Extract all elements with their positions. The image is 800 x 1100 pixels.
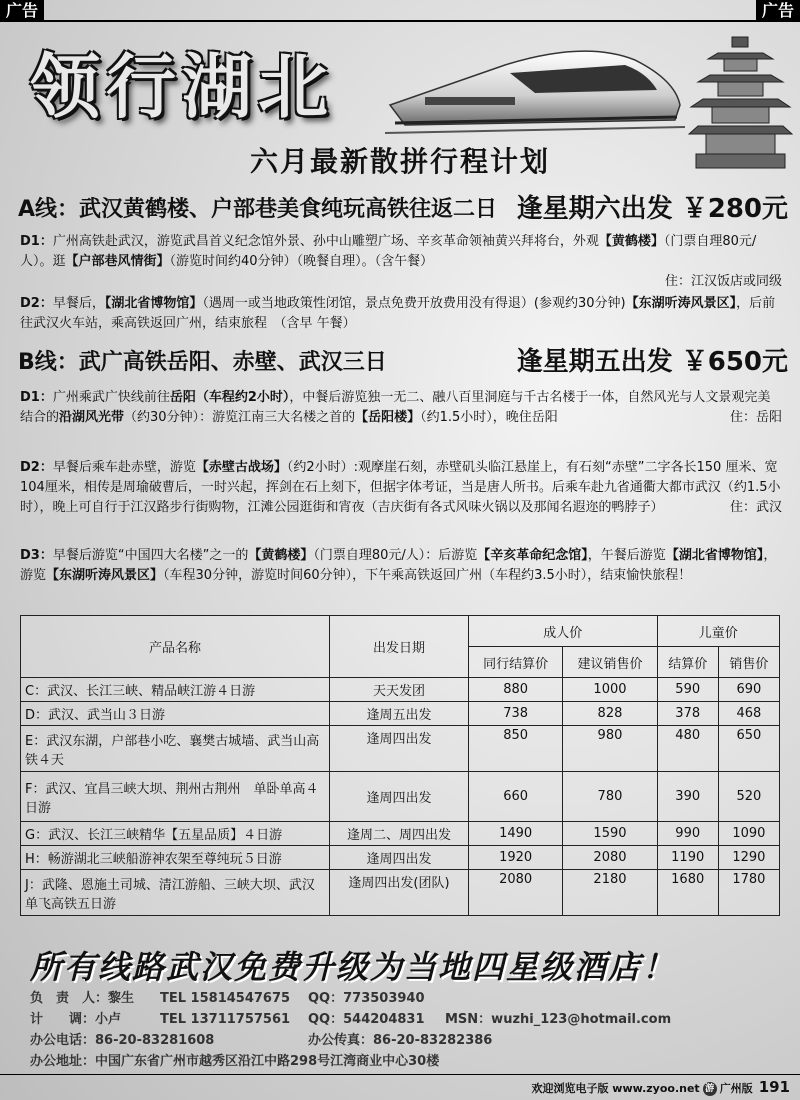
attraction: 【东湖听涛风景区】 [625, 296, 737, 311]
day-text: （门票自理80元/人）。逛 [20, 234, 757, 269]
table-row [21, 702, 780, 726]
cell-child-trade: 1190 [657, 846, 718, 870]
day-text: ，中餐后游览独一无二、融八百里洞庭与千古名楼于一体，自然风光与人文景观完美结合的 [20, 390, 771, 425]
header-child-trade: 结算价 [657, 647, 718, 678]
day-label: D2： [20, 296, 53, 311]
cell-child-retail: 1290 [718, 846, 779, 870]
promo-slogan: 所有线路武汉免费升级为当地四星级酒店！ [30, 948, 677, 986]
cell-adult-retail: 1590 [563, 822, 657, 846]
cell-date: 逢周四出发 [330, 846, 469, 870]
day-text: （约1.5小时），晚住岳阳 [420, 410, 558, 425]
cell-product: H：畅游湖北三峡船游神农架至尊纯玩５日游 [21, 846, 330, 870]
line-a-header [18, 192, 788, 230]
day-text: 早餐后游览“中国四大名楼”之一的 [52, 548, 249, 563]
top-divider [0, 20, 800, 22]
attraction: 【黄鹤楼】 [598, 234, 664, 249]
stay-info: 住：武汉 [729, 500, 782, 515]
attraction: 【岳阳楼】 [355, 410, 421, 425]
day-text: ，后前往武汉火车站，乘高铁返回广州，结束旅程 （含早 午餐） [20, 296, 776, 331]
contact-planner: 计 调：小卢 [30, 1012, 122, 1027]
header-child: 儿童价 [657, 616, 779, 647]
line-b-title: B线：武广高铁岳阳、赤壁、武汉三日 [18, 350, 387, 375]
day-text: 早餐后乘车赴赤壁，游览 [52, 460, 196, 475]
line-b-day1 [20, 388, 782, 428]
cell-child-trade: 378 [657, 702, 718, 726]
office-fax: 办公传真：86-20-83282386 [308, 1033, 493, 1048]
day-text: 早餐后， [52, 296, 105, 311]
day-text: ，午餐后游览 [587, 548, 666, 563]
table-row [21, 846, 780, 870]
cell-date: 逢周二、周四出发 [330, 822, 469, 846]
attraction: 【黄鹤楼】 [248, 548, 314, 563]
cell-date: 逢周四出发 [330, 772, 469, 822]
line-a-title: A线：武汉黄鹤楼、户部巷美食纯玩高铁往返二日 [18, 197, 498, 222]
table-row [21, 678, 780, 702]
attraction: 岳阳（车程约2小时） [169, 390, 290, 405]
footer-website[interactable]: 欢迎浏览电子版 www.zyoo.net [531, 1082, 700, 1095]
line-a-day2 [20, 294, 782, 334]
line-b-departure: 逢星期五出发 ￥650元 [516, 347, 788, 377]
stay-info: 住：岳阳 [729, 410, 782, 425]
header-product: 产品名称 [21, 616, 330, 678]
cell-child-trade: 990 [657, 822, 718, 846]
cell-adult-retail: 980 [563, 726, 657, 772]
attraction: 【湖北省博物馆】 [104, 296, 203, 311]
contact-block [30, 988, 790, 1072]
day-label: D1： [20, 390, 53, 405]
cell-product: C：武汉、长江三峡、精品峡江游４日游 [21, 678, 330, 702]
cell-adult-trade: 738 [469, 702, 563, 726]
header-adult-trade: 同行结算价 [469, 647, 563, 678]
day-text: ，游览 [20, 548, 777, 583]
cell-product: G：武汉、长江三峡精华【五星品质】４日游 [21, 822, 330, 846]
header-date: 出发日期 [330, 616, 469, 678]
attraction: 【户部巷风情街】 [65, 254, 170, 269]
header-child-retail: 销售价 [718, 647, 779, 678]
footer-edition: 广州版 [719, 1082, 753, 1095]
cell-child-trade: 390 [657, 772, 718, 822]
day-text: （门票自理80元/人）：后游览 [313, 548, 478, 563]
header-adult: 成人价 [469, 616, 658, 647]
office-phone: 办公电话：86-20-83281608 [30, 1033, 215, 1048]
day-text: （遇周一或当地政策性闭馆，景点免费开放费用没有得退）(参观约30分钟) [202, 296, 626, 311]
cell-product: J：武隆、恩施土司城、清江游船、三峡大坝、武汉单飞高铁五日游 [21, 870, 330, 916]
cell-adult-trade: 850 [469, 726, 563, 772]
cell-product: F：武汉、宜昌三峡大坝、荆州古荆州 单卧单高４日游 [21, 772, 330, 822]
cell-adult-retail: 828 [563, 702, 657, 726]
cell-adult-retail: 2080 [563, 846, 657, 870]
cell-date: 天天发团 [330, 678, 469, 702]
cell-adult-retail: 780 [563, 772, 657, 822]
cell-product: E：武汉东湖，户部巷小吃、襄樊古城墙、武当山高铁４天 [21, 726, 330, 772]
cell-product: D：武汉、武当山３日游 [21, 702, 330, 726]
footer-divider [0, 1074, 800, 1075]
cell-adult-retail: 1000 [563, 678, 657, 702]
day-text: 广州乘武广快线前往 [52, 390, 170, 405]
cell-adult-trade: 1920 [469, 846, 563, 870]
line-b-header [18, 345, 788, 383]
cell-child-retail: 690 [718, 678, 779, 702]
office-address: 办公地址：中国广东省广州市越秀区沿江中路298号江湾商业中心30楼 [30, 1054, 440, 1069]
ad-label-left: 广告 [0, 0, 44, 22]
day-text: （约30分钟）：游览江南三大名楼之首的 [124, 410, 356, 425]
page-number: 191 [758, 1078, 790, 1096]
cell-date: 逢周四出发 [330, 726, 469, 772]
day-text: （约2小时）:观摩崖石刻，赤壁矶头临江悬崖上，有石刻“赤壁”二字各长150 厘米、宽104厘米，相传是周瑜破曹后，一时兴起，挥剑在石上刻下，但据字体考证，当是唐人所书。后乘车赴九省通衢大都市武汉（约1.5小时），晚上可自行于江汉路步行街购物，江滩公园逛街和宵夜（吉庆街有各式风味火锅以及那闻名遐迩的鸭脖子） [20, 460, 781, 515]
header-adult-retail: 建议销售价 [563, 647, 657, 678]
cell-date: 逢周五出发 [330, 702, 469, 726]
contact-planner-qq: QQ：544204831 [308, 1012, 425, 1027]
page-subtitle: 六月最新散拼行程计划 [249, 145, 550, 178]
line-a-day1 [20, 232, 782, 292]
banner-title: 领行湖北 [30, 46, 334, 128]
ad-label-right: 广告 [756, 0, 800, 22]
contact-manager: 负 责 人：黎生 [30, 991, 135, 1006]
table-row [21, 726, 780, 772]
line-b-day2 [20, 458, 782, 518]
day-label: D3： [20, 548, 53, 563]
cell-adult-trade: 660 [469, 772, 563, 822]
contact-planner-tel: TEL 13711757561 [160, 1012, 291, 1027]
footer [531, 1078, 790, 1096]
day-text: （车程30分钟，游览时间60分钟），下午乘高铁返回广州（车程约3.5小时），结束愉快旅程！ [163, 568, 692, 583]
cell-child-retail: 650 [718, 726, 779, 772]
day-label: D2： [20, 460, 53, 475]
brand-badge-icon: 游 [703, 1082, 717, 1096]
line-a-departure: 逢星期六出发 ￥280元 [516, 194, 788, 224]
attraction: 【赤壁古战场】 [195, 460, 287, 475]
day-text: （游览时间约40分钟）（晚餐自理）。（含午餐） [169, 254, 434, 269]
cell-child-retail: 1780 [718, 870, 779, 916]
cell-adult-trade: 2080 [469, 870, 563, 916]
table-row [21, 822, 780, 846]
cell-date: 逢周四出发(团队) [330, 870, 469, 916]
attraction: 【辛亥革命纪念馆】 [477, 548, 588, 563]
cell-child-retail: 468 [718, 702, 779, 726]
cell-child-retail: 1090 [718, 822, 779, 846]
contact-planner-msn[interactable]: MSN：wuzhi_123@hotmail.com [445, 1012, 672, 1027]
attraction: 【东湖听涛风景区】 [46, 568, 164, 583]
line-b-day3 [20, 546, 782, 586]
cell-adult-retail: 2180 [563, 870, 657, 916]
day-label: D1： [20, 234, 53, 249]
table-row [21, 870, 780, 916]
contact-manager-qq: QQ：773503940 [308, 991, 425, 1006]
cell-child-trade: 1680 [657, 870, 718, 916]
cell-child-retail: 520 [718, 772, 779, 822]
attraction: 【湖北省博物馆】 [665, 548, 764, 563]
table-row [21, 772, 780, 822]
cell-adult-trade: 1490 [469, 822, 563, 846]
stay-info: 住：江汉饭店或同级 [664, 274, 782, 289]
cell-child-trade: 590 [657, 678, 718, 702]
day-text: 广州高铁赴武汉，游览武昌首义纪念馆外景、孙中山雕塑广场、辛亥革命领袖黄兴拜将台，外观 [52, 234, 599, 249]
attraction: 沿湖风光带 [59, 410, 125, 425]
cell-child-trade: 480 [657, 726, 718, 772]
price-table [20, 615, 780, 916]
high-speed-train-illustration [385, 35, 685, 140]
contact-manager-tel: TEL 15814547675 [160, 991, 291, 1006]
cell-adult-trade: 880 [469, 678, 563, 702]
